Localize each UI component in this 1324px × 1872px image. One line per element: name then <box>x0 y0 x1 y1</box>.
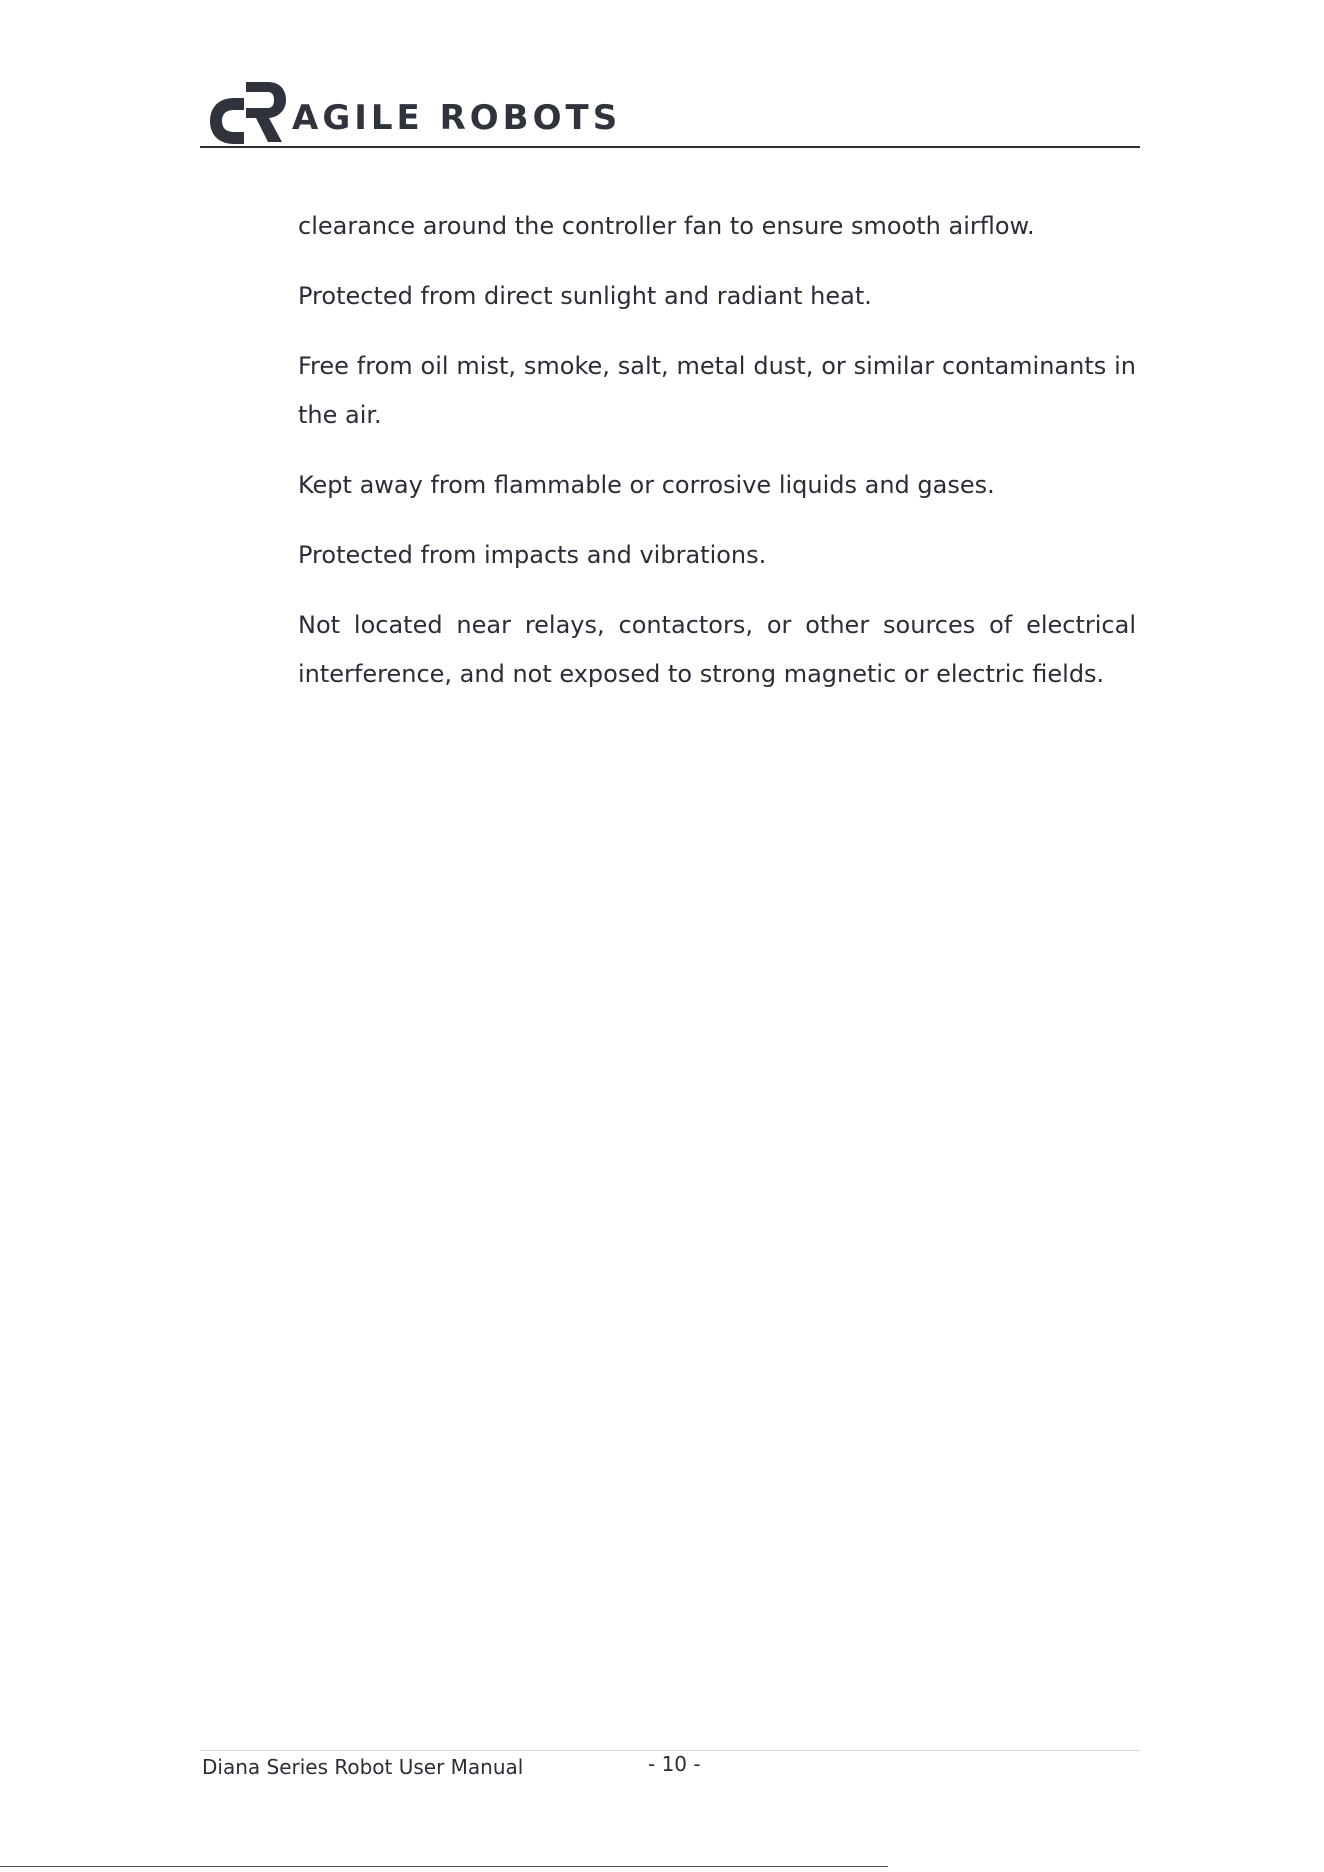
page-bottom-edge <box>0 1866 888 1867</box>
page-header <box>200 78 1140 148</box>
header-divider <box>200 146 1140 148</box>
footer-page-number: - 10 - <box>648 1752 701 1776</box>
page-content <box>298 202 1136 720</box>
paragraph-interference: Not located near relays, contactors, or other sources of electrical interference, and not exposed to strong magnetic or electric fields. <box>298 611 1136 688</box>
brand-name: AGILE ROBOTS <box>292 98 622 138</box>
footer-manual-title: Diana Series Robot User Manual <box>202 1755 524 1779</box>
agile-robots-logo-icon <box>206 78 286 144</box>
paragraph-clearance: clearance around the controller fan to ensure smooth airflow. <box>298 212 1035 240</box>
footer-divider <box>200 1750 1140 1751</box>
paragraph-flammable: Kept away from flammable or corrosive liquids and gases. <box>298 471 995 499</box>
paragraph-vibrations: Protected from impacts and vibrations. <box>298 541 767 569</box>
paragraph-sunlight: Protected from direct sunlight and radiant heat. <box>298 282 872 310</box>
paragraph-contaminants: Free from oil mist, smoke, salt, metal dust, or similar contaminants in the air. <box>298 352 1136 429</box>
